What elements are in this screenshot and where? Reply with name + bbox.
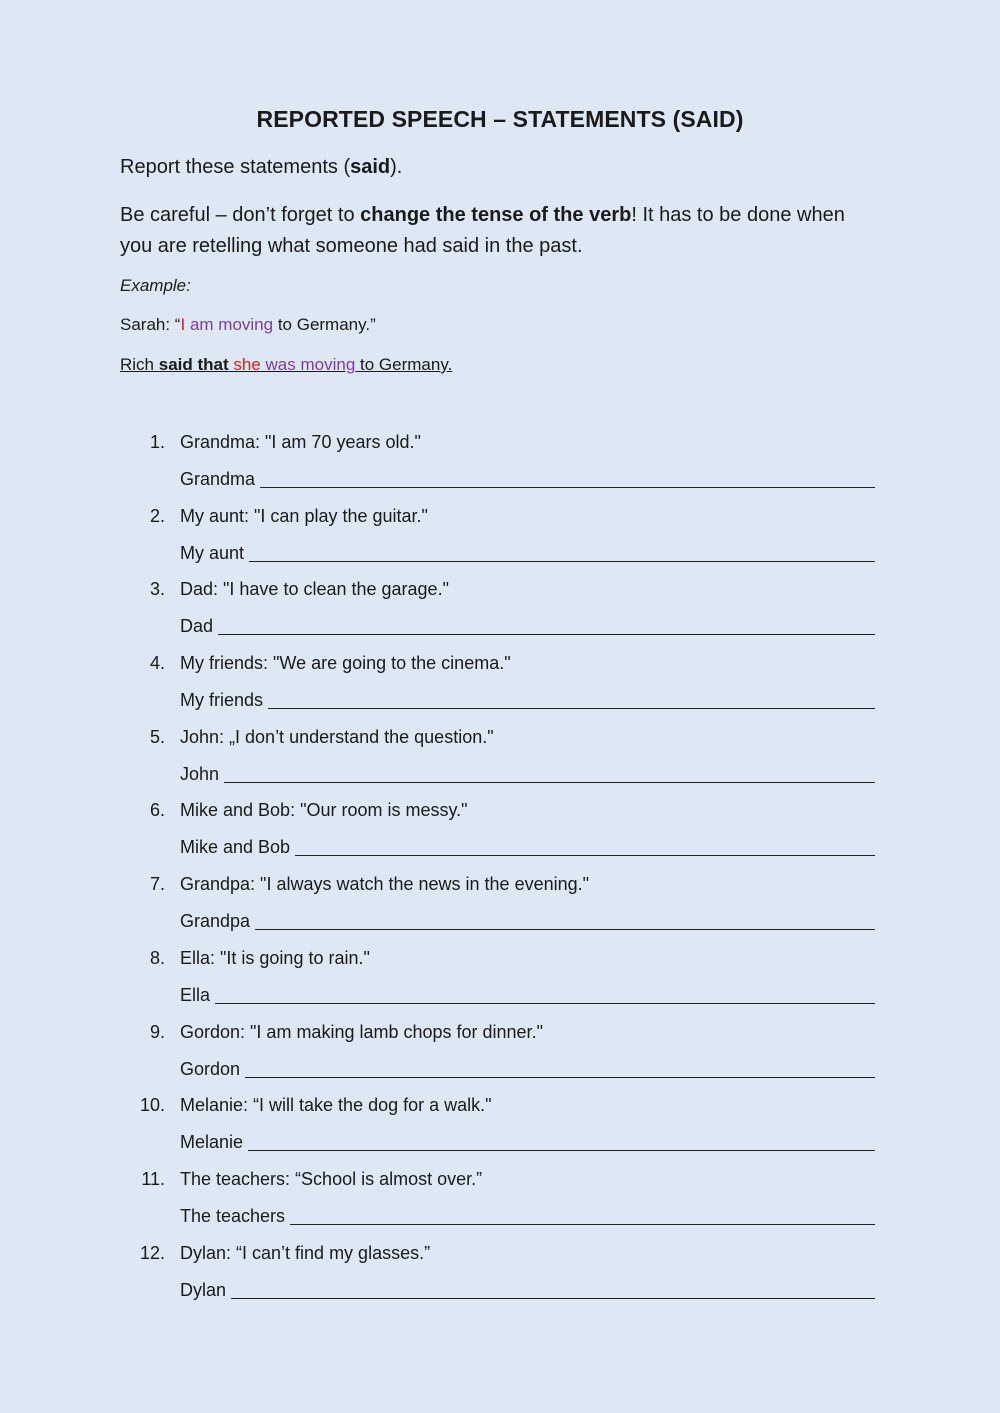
instruction-report: Report these statements (said).	[120, 156, 403, 178]
answer-row	[180, 1280, 875, 1301]
answer-blank-line[interactable]	[248, 1149, 875, 1151]
exercise-prompt: Grandma: "I am 70 years old."	[180, 432, 421, 452]
exercise-number: 9.	[149, 1021, 165, 1042]
answer-blank-line[interactable]	[290, 1223, 875, 1225]
exercise-item	[0, 1169, 1000, 1243]
exercise-item	[0, 1095, 1000, 1169]
exercise-item	[0, 432, 1000, 506]
exercise-prompt: Dylan: “I can’t find my glasses.”	[180, 1242, 431, 1263]
answer-blank-line[interactable]	[260, 486, 875, 488]
exercise-prompt: The teachers: “School is almost over.”	[180, 1168, 483, 1189]
answer-subject: Grandpa	[180, 911, 251, 932]
exercise-prompt: Dad: "I have to clean the garage."	[180, 579, 449, 600]
answer-subject: Dad	[180, 616, 214, 637]
answer-subject: Gordon	[180, 1058, 241, 1079]
answer-row	[180, 1132, 875, 1153]
answer-subject: My friends	[180, 690, 264, 711]
page-title: REPORTED SPEECH – STATEMENTS (SAID)	[256, 106, 744, 132]
answer-blank-line[interactable]	[215, 1002, 875, 1004]
exercise-number: 6.	[149, 800, 165, 821]
answer-row	[180, 1206, 875, 1227]
answer-row	[180, 1059, 875, 1080]
exercise-prompt: Grandpa: "I always watch the news in the evening."	[180, 874, 590, 895]
exercise-number: 5.	[149, 726, 165, 747]
exercise-prompt: Gordon: "I am making lamb chops for dinner."	[180, 1021, 543, 1042]
exercise-list	[0, 432, 1000, 1316]
instruction-careful: Be careful – don’t forget to change the tense of the verb! It has to be done when you are retelling what someone had said in the past.	[120, 204, 845, 257]
answer-subject: Mike and Bob	[180, 837, 291, 858]
exercise-prompt: John: „I don’t understand the question."	[180, 726, 494, 747]
answer-row	[180, 764, 875, 785]
exercise-number: 2.	[149, 505, 165, 526]
exercise-number: 12.	[139, 1242, 165, 1263]
example-direct-speech: Sarah: “I am moving to Germany.”	[120, 315, 376, 334]
answer-row	[180, 911, 875, 932]
exercise-item	[0, 874, 1000, 948]
exercise-prompt: Ella: "It is going to rain."	[180, 947, 370, 968]
answer-blank-line[interactable]	[295, 854, 875, 856]
answer-row	[180, 690, 875, 711]
answer-blank-line[interactable]	[224, 781, 875, 783]
exercise-item	[0, 800, 1000, 874]
answer-subject: Melanie	[180, 1132, 244, 1153]
answer-subject: The teachers	[180, 1205, 286, 1226]
answer-row	[180, 469, 875, 490]
exercise-number: 10.	[139, 1095, 165, 1116]
answer-row	[180, 616, 875, 637]
answer-row	[180, 985, 875, 1006]
exercise-number: 3.	[149, 579, 165, 600]
answer-subject: Dylan	[180, 1279, 227, 1300]
answer-blank-line[interactable]	[245, 1076, 875, 1078]
example-reported-speech: Rich said that she was moving to Germany.	[120, 355, 453, 374]
exercise-number: 11.	[141, 1168, 165, 1189]
exercise-number: 1.	[149, 432, 165, 452]
answer-subject: John	[180, 763, 220, 784]
answer-subject: Ella	[180, 984, 211, 1005]
exercise-item	[0, 1022, 1000, 1096]
answer-blank-line[interactable]	[255, 928, 875, 930]
exercise-item	[0, 506, 1000, 580]
exercise-prompt: Mike and Bob: "Our room is messy."	[180, 800, 468, 821]
answer-blank-line[interactable]	[231, 1297, 875, 1299]
answer-blank-line[interactable]	[218, 633, 875, 635]
answer-subject: My aunt	[180, 542, 245, 563]
exercise-item	[0, 579, 1000, 653]
exercise-item	[0, 727, 1000, 801]
exercise-number: 4.	[149, 653, 165, 674]
exercise-prompt: My aunt: "I can play the guitar."	[180, 505, 428, 526]
exercise-item	[0, 653, 1000, 727]
example-label: Example:	[120, 276, 191, 295]
exercise-item	[0, 948, 1000, 1022]
exercise-item	[0, 1243, 1000, 1317]
exercise-prompt: My friends: "We are going to the cinema."	[180, 653, 511, 674]
exercise-prompt: Melanie: “I will take the dog for a walk."	[180, 1095, 492, 1116]
answer-blank-line[interactable]	[268, 707, 875, 709]
exercise-number: 7.	[149, 874, 165, 895]
answer-blank-line[interactable]	[249, 560, 875, 562]
answer-row	[180, 543, 875, 564]
exercise-number: 8.	[149, 947, 165, 968]
answer-row	[180, 837, 875, 858]
answer-subject: Grandma	[180, 469, 256, 489]
